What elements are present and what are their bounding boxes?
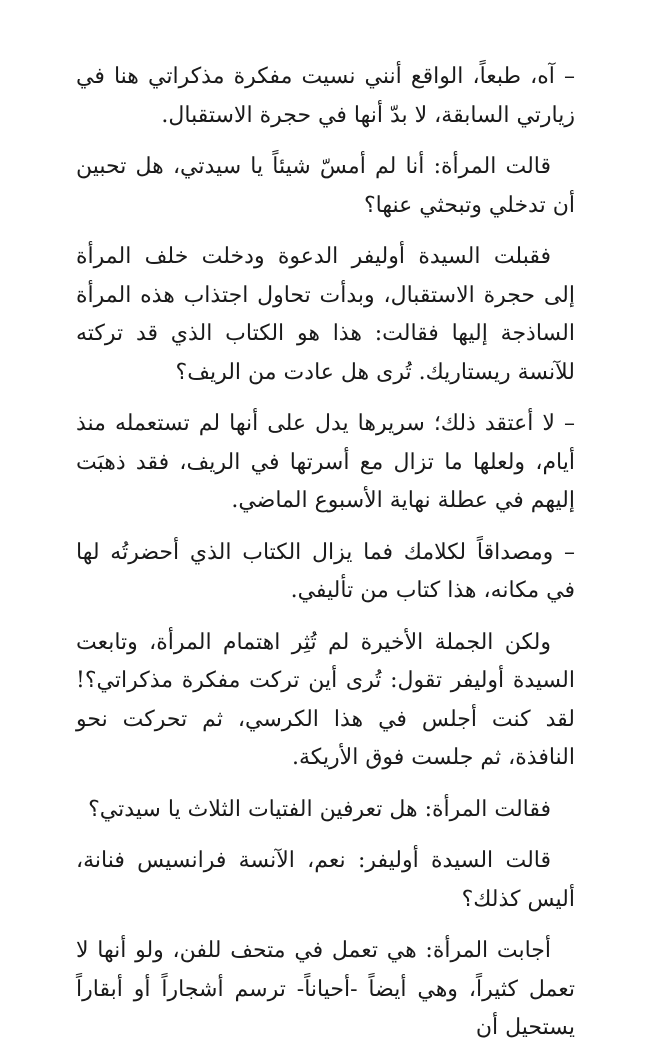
paragraph-7: فقالت المرأة: هل تعرفين الفتيات الثلاث يا سيدتي؟ [88, 796, 551, 822]
paragraph-3: فقبلت السيدة أوليفر الدعوة ودخلت خلف المرأة إلى حجرة الاستقبال، وبدأت تحاول اجتذاب هذه المرأة الساذجة إليها فقالت: هذا هو الكتاب الذي قد تركته للآنسة ريستاريك. تُرى هل عادت من الريف؟ [76, 244, 575, 385]
paragraph-4: – لا أعتقد ذلك؛ سريرها يدل على أنها لم تستعمله منذ أيام، ولعلها ما تزال مع أسرتها في الريف، فقد ذهبَت إليهم في عطلة نهاية الأسبوع الماضي. [76, 411, 575, 513]
book-page [76, 58, 575, 1061]
paragraph-9: أجابت المرأة: هي تعمل في متحف للفن، ولو أنها لا تعمل كثيراً، وهي أيضاً -أحياناً- ترسم أشجاراً أو أبقاراً يستحيل أن [76, 938, 575, 1040]
paragraph-6: ولكن الجملة الأخيرة لم تُثِر اهتمام المرأة، وتابعت السيدة أوليفر تقول: تُرى أين تركت مفكرة مذكراتي؟! لقد كنت أجلس في هذا الكرسي، ثم تحركت نحو النافذة، ثم جلست فوق الأريكة. [76, 629, 575, 770]
paragraph-2: قالت المرأة: أنا لم أمسّ شيئاً يا سيدتي، هل تحبين أن تدخلي وتبحثي عنها؟ [76, 154, 575, 218]
paragraph-8: قالت السيدة أوليفر: نعم، الآنسة فرانسيس فنانة، أليس كذلك؟ [76, 848, 575, 912]
paragraph-1: – آه، طبعاً، الواقع أنني نسيت مفكرة مذكراتي هنا في زيارتي السابقة، لا بدّ أنها في حجرة الاستقبال. [76, 64, 575, 128]
paragraph-5: – ومصداقاً لكلامك فما يزال الكتاب الذي أحضرتُه لها في مكانه، هذا كتاب من تأليفي. [76, 539, 575, 603]
